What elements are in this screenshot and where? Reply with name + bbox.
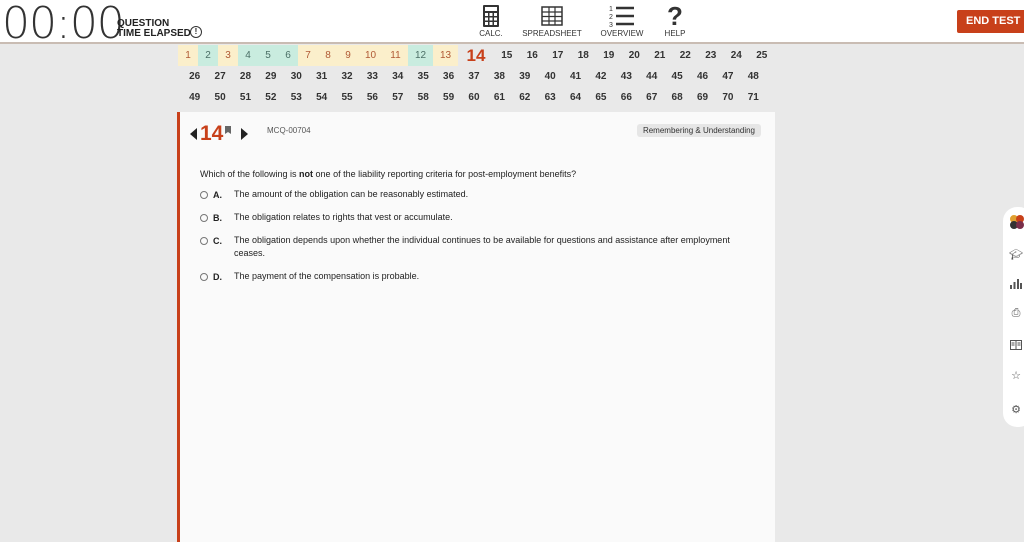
top-bar <box>0 0 1024 49</box>
question-16-link[interactable]: 16 <box>526 50 538 61</box>
question-37-link[interactable]: 37 <box>468 71 480 82</box>
question-text-bold: not <box>299 169 314 179</box>
option-c[interactable] <box>200 236 734 260</box>
navigator-row <box>178 45 775 66</box>
question-50-link[interactable]: 50 <box>214 92 226 103</box>
timer-label <box>117 19 191 39</box>
svg-text:1: 1 <box>609 6 613 13</box>
question-48-link[interactable]: 48 <box>747 71 759 82</box>
info-icon[interactable]: ! <box>190 26 202 38</box>
svg-text:2: 2 <box>609 14 613 21</box>
question-11-link[interactable]: 11 <box>383 45 408 66</box>
question-40-link[interactable]: 40 <box>544 71 556 82</box>
flag-icon[interactable] <box>225 126 232 134</box>
spreadsheet-label: SPREADSHEET <box>522 29 582 38</box>
option-letter: A. <box>213 190 222 200</box>
question-68-link[interactable]: 68 <box>671 92 683 103</box>
timer: 00:00 <box>2 0 124 49</box>
question-32-link[interactable]: 32 <box>341 71 353 82</box>
question-60-link[interactable]: 60 <box>468 92 480 103</box>
question-55-link[interactable]: 55 <box>341 92 353 103</box>
question-25-link[interactable]: 25 <box>756 50 768 61</box>
overview-icon <box>598 3 646 29</box>
question-text <box>200 169 576 179</box>
option-letter: C. <box>213 236 222 246</box>
question-navigator <box>178 45 775 108</box>
question-2-link[interactable]: 2 <box>198 45 218 66</box>
question-57-link[interactable]: 57 <box>392 92 404 103</box>
option-b-radio[interactable] <box>200 214 208 222</box>
timer-label-1: QUESTION <box>117 18 170 29</box>
overview-label: OVERVIEW <box>600 29 644 38</box>
navigator-row <box>182 66 775 87</box>
question-10-link[interactable]: 10 <box>358 45 383 66</box>
question-64-link[interactable]: 64 <box>569 92 582 103</box>
overview-button[interactable] <box>598 3 646 38</box>
end-test-button[interactable]: END TEST <box>957 10 1024 33</box>
question-31-link[interactable]: 31 <box>316 71 328 82</box>
spreadsheet-icon <box>520 3 584 29</box>
help-label: HELP <box>664 29 686 38</box>
spreadsheet-button[interactable] <box>520 3 584 38</box>
help-button[interactable] <box>660 0 690 38</box>
question-20-link[interactable]: 20 <box>628 50 640 61</box>
calculator-icon <box>474 3 508 29</box>
bar-chart-icon[interactable] <box>1009 277 1023 291</box>
option-text: The amount of the obligation can be reasonably estimated. <box>234 189 469 199</box>
question-29-link[interactable]: 29 <box>265 71 277 82</box>
question-33-link[interactable]: 33 <box>366 71 378 82</box>
question-12-link[interactable]: 12 <box>408 45 433 66</box>
question-38-link[interactable]: 38 <box>493 71 505 82</box>
navigator-row <box>182 87 775 108</box>
question-67-link[interactable]: 67 <box>646 92 658 103</box>
option-c-radio[interactable] <box>200 237 208 245</box>
question-42-link[interactable]: 42 <box>595 71 607 82</box>
question-71-link[interactable]: 71 <box>747 92 759 103</box>
question-34-link[interactable]: 34 <box>392 71 404 82</box>
question-47-link[interactable]: 47 <box>722 71 734 82</box>
question-62-link[interactable]: 62 <box>519 92 531 103</box>
next-question-icon[interactable] <box>240 128 248 140</box>
option-a[interactable] <box>200 190 734 201</box>
question-23-link[interactable]: 23 <box>705 50 717 61</box>
question-30-link[interactable]: 30 <box>290 71 302 82</box>
question-43-link[interactable]: 43 <box>620 71 632 82</box>
question-3-link[interactable]: 3 <box>218 45 238 66</box>
option-text: The obligation depends upon whether the individual continues to be available for questions and assistance after employment ceases. <box>234 235 730 258</box>
question-51-link[interactable]: 51 <box>239 92 252 103</box>
question-49-link[interactable]: 49 <box>189 92 201 103</box>
settings-icon[interactable]: ⚙ <box>1011 404 1021 416</box>
question-22-link[interactable]: 22 <box>679 50 691 61</box>
timer-label-2: TIME ELAPSED <box>117 28 191 39</box>
question-56-link[interactable]: 56 <box>366 92 378 103</box>
question-code: MCQ-00704 <box>267 126 311 135</box>
star-icon[interactable]: ☆ <box>1011 370 1021 382</box>
question-65-link[interactable]: 65 <box>595 92 607 103</box>
question-14-link[interactable]: 14 <box>466 46 486 65</box>
question-61-link[interactable]: 61 <box>493 92 505 103</box>
option-d[interactable] <box>200 272 734 283</box>
question-21-link[interactable]: 21 <box>654 50 666 61</box>
question-26-link[interactable]: 26 <box>189 71 201 82</box>
question-17-link[interactable]: 17 <box>552 50 564 61</box>
option-letter: B. <box>213 213 222 223</box>
question-1-link[interactable]: 1 <box>178 45 198 66</box>
question-card <box>177 112 775 542</box>
question-41-link[interactable]: 41 <box>569 71 582 82</box>
question-54-link[interactable]: 54 <box>316 92 328 103</box>
question-4-link[interactable]: 4 <box>238 45 258 66</box>
option-letter: D. <box>213 272 222 282</box>
previous-question-icon[interactable] <box>190 128 198 140</box>
difficulty-tag: Remembering & Understanding <box>637 124 761 137</box>
calc-button[interactable] <box>474 3 508 38</box>
question-39-link[interactable]: 39 <box>519 71 531 82</box>
svg-text:3: 3 <box>609 22 613 28</box>
question-18-link[interactable]: 18 <box>577 50 589 61</box>
question-52-link[interactable]: 52 <box>265 92 277 103</box>
graduation-cap-icon[interactable]: 🎓︎ <box>1009 249 1023 261</box>
question-69-link[interactable]: 69 <box>696 92 709 103</box>
question-19-link[interactable]: 19 <box>603 50 615 61</box>
question-27-link[interactable]: 27 <box>214 71 226 82</box>
book-icon[interactable] <box>1009 340 1023 354</box>
side-toolbar <box>1003 207 1024 427</box>
question-6-link[interactable]: 6 <box>278 45 298 66</box>
question-59-link[interactable]: 59 <box>443 92 455 103</box>
question-45-link[interactable]: 45 <box>671 71 683 82</box>
question-58-link[interactable]: 58 <box>417 92 429 103</box>
option-b[interactable] <box>200 213 734 224</box>
question-46-link[interactable]: 46 <box>696 71 709 82</box>
question-36-link[interactable]: 36 <box>443 71 455 82</box>
question-9-link[interactable]: 9 <box>338 45 358 66</box>
calc-label: CALC. <box>479 29 503 38</box>
option-text: The payment of the compensation is probable. <box>234 271 420 281</box>
question-15-link[interactable]: 15 <box>501 50 513 61</box>
question-number: 14 <box>200 122 224 145</box>
option-a-radio[interactable] <box>200 191 208 199</box>
question-66-link[interactable]: 66 <box>620 92 632 103</box>
question-70-link[interactable]: 70 <box>722 92 734 103</box>
question-5-link[interactable]: 5 <box>258 45 278 66</box>
logo-icon[interactable] <box>1009 214 1023 228</box>
print-icon[interactable]: ⎙ <box>1011 307 1021 319</box>
question-28-link[interactable]: 28 <box>239 71 252 82</box>
question-13-link[interactable]: 13 <box>433 45 458 66</box>
question-text-end: one of the liability reporting criteria for post-employment benefits? <box>313 169 577 179</box>
option-text: The obligation relates to rights that vest or accumulate. <box>234 212 453 222</box>
question-text-start: Which of the following is <box>200 169 300 179</box>
question-7-link[interactable]: 7 <box>298 45 318 66</box>
question-35-link[interactable]: 35 <box>417 71 429 82</box>
question-24-link[interactable]: 24 <box>730 50 742 61</box>
question-63-link[interactable]: 63 <box>544 92 556 103</box>
question-53-link[interactable]: 53 <box>290 92 302 103</box>
help-icon: ? <box>667 0 683 31</box>
option-d-radio[interactable] <box>200 273 208 281</box>
question-8-link[interactable]: 8 <box>318 45 338 66</box>
question-44-link[interactable]: 44 <box>646 71 658 82</box>
